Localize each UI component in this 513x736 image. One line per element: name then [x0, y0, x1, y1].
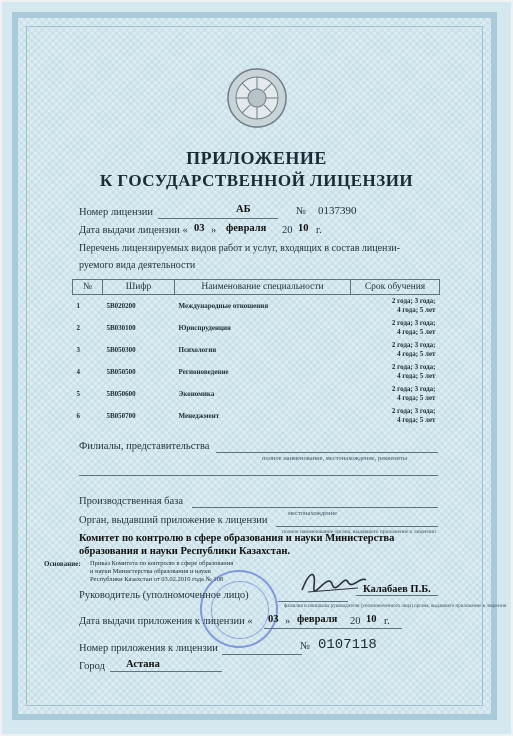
scope-text-line2: руемого вида деятельности — [79, 260, 196, 271]
row-duration: 2 года; 3 года; 4 года; 5 лет — [391, 297, 436, 314]
state-emblem-icon — [226, 67, 288, 129]
row-code: 5B020200 — [106, 302, 136, 310]
header-duration: Срок обучения — [351, 280, 440, 295]
license-year-prefix: 20 — [282, 225, 293, 236]
head-name: Калабаев П.Б. — [363, 584, 431, 595]
city-value: Астана — [126, 659, 160, 670]
issuer-label: Орган, выдавший приложение к лицензии — [79, 515, 268, 526]
appendix-number-sign: № — [300, 641, 311, 652]
row-name: Экономика — [178, 390, 215, 398]
appendix-number: 0107118 — [318, 637, 377, 653]
header-code: Шифр — [103, 280, 175, 295]
license-year: 10 — [298, 223, 309, 234]
row-number: 3 — [76, 346, 80, 354]
basis-line3: Республики Казахстан от 03.02.2010 года № 108 — [90, 576, 224, 583]
row-duration: 2 года; 3 года; 4 года; 5 лет — [391, 407, 436, 424]
table-row — [73, 295, 440, 318]
appendix-day: 03 — [268, 614, 279, 625]
license-year-suffix: г. — [316, 225, 322, 236]
row-duration: 2 года; 3 года; 4 года; 5 лет — [391, 363, 436, 380]
row-code: 5B030100 — [106, 324, 136, 332]
license-number: 0137390 — [318, 205, 357, 217]
row-number: 1 — [76, 302, 80, 310]
production-base-caption: местонахождение — [288, 510, 338, 517]
issuer-name-line2: образования и науки Республики Казахстан. — [79, 546, 291, 557]
heading-line2: К ГОСУДАРСТВЕННОЙ ЛИЦЕНЗИИ — [99, 171, 414, 190]
row-number: 5 — [76, 390, 80, 398]
branches-caption: полное наименование, местонахождение, реквизиты — [262, 455, 408, 462]
basis-line1: Приказ Комитета по контролю в сфере образования — [90, 560, 234, 567]
table-row — [73, 405, 440, 427]
appendix-year: 10 — [366, 614, 377, 625]
license-series: АБ — [236, 204, 251, 215]
license-month: февраля — [226, 223, 267, 234]
head-caption: фамилия и инициалы руководителя (уполномоченного лица) органа, выдавшего приложение к лицензии — [284, 604, 507, 609]
header-name: Наименование специальности — [175, 280, 351, 295]
row-code: 5B050600 — [106, 390, 136, 398]
row-number: 2 — [76, 324, 80, 332]
appendix-year-suffix: г. — [384, 616, 390, 627]
production-base-label: Производственная база — [79, 496, 183, 507]
row-code: 5B050300 — [106, 346, 136, 354]
heading-line1: ПРИЛОЖЕНИЕ — [186, 148, 327, 168]
table-row — [73, 339, 440, 361]
appendix-date-label: Дата выдачи приложения к лицензии « — [79, 616, 253, 627]
license-number-sign: № — [296, 206, 307, 217]
row-duration: 2 года; 3 года; 4 года; 5 лет — [391, 385, 436, 402]
row-name: Психология — [178, 346, 217, 354]
row-duration: 2 года; 3 года; 4 года; 5 лет — [391, 341, 436, 358]
appendix-number-label: Номер приложения к лицензии — [79, 643, 218, 654]
issuer-caption: полное наименование органа, выдавшего приложение к лицензии — [282, 529, 436, 535]
basis-label: Основание: — [44, 560, 81, 568]
scope-text-line1: Перечень лицензируемых видов работ и услуг, входящих в состав лицензи- — [79, 243, 401, 254]
license-day: 03 — [194, 223, 205, 234]
table-header-row — [73, 280, 440, 295]
row-duration: 2 года; 3 года; 4 года; 5 лет — [391, 319, 436, 336]
signature-icon — [298, 566, 370, 598]
header-number: № — [73, 280, 103, 295]
license-date-label: Дата выдачи лицензии « — [79, 225, 188, 236]
specialties-table — [72, 279, 440, 427]
row-number: 6 — [76, 412, 80, 420]
row-name: Юриспруденция — [178, 324, 231, 332]
table-row — [73, 383, 440, 405]
row-name: Менеджмент — [178, 412, 220, 420]
appendix-month: февраля — [297, 614, 338, 625]
branches-label: Филиалы, представительства — [79, 441, 210, 452]
city-label: Город — [79, 661, 105, 672]
basis-line2: и науки Министерства образования и науки — [90, 568, 211, 575]
row-code: 5B050500 — [106, 368, 136, 376]
table-row — [73, 317, 440, 339]
row-code: 5B050700 — [106, 412, 136, 420]
row-number: 4 — [76, 368, 80, 376]
row-name: Международные отношения — [178, 302, 269, 310]
row-name: Регионоведение — [178, 368, 229, 376]
head-label: Руководитель (уполномоченное лицо) — [79, 590, 249, 601]
appendix-year-prefix: 20 — [350, 616, 361, 627]
license-number-label: Номер лицензии — [79, 207, 153, 218]
official-stamp-icon — [200, 570, 278, 648]
issuer-name-line1: Комитет по контролю в сфере образования и науки Министерства — [79, 533, 395, 544]
table-row — [73, 361, 440, 383]
